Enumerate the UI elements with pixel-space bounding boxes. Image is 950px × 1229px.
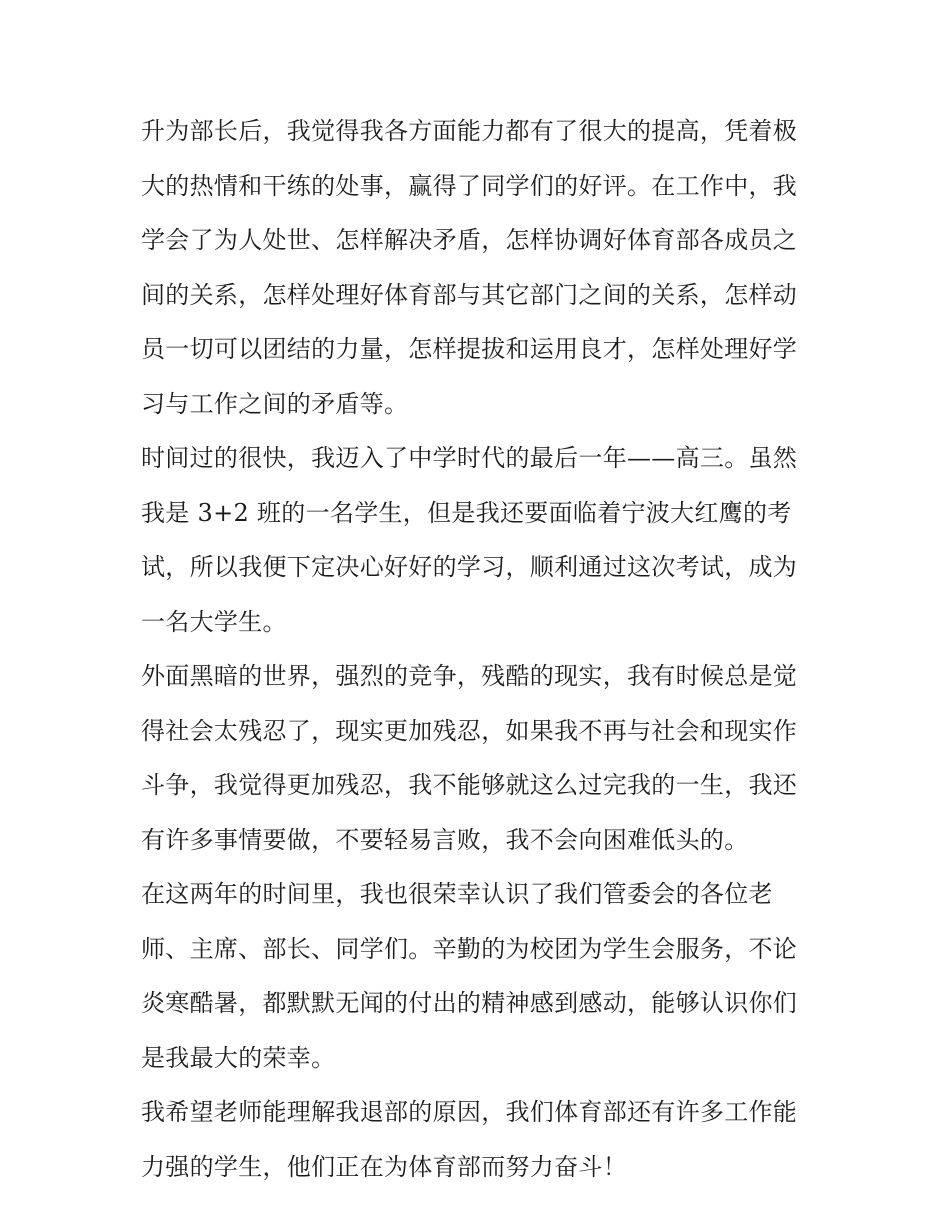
text-line: 师、主席、部长、同学们。辛勤的为校团为学生会服务，不论 <box>141 934 798 963</box>
text-line: 有许多事情要做，不要轻易言败，我不会向困难低头的。 <box>141 825 749 854</box>
text-line: 一名大学生。 <box>141 607 287 636</box>
paragraph-5 <box>141 1085 813 1194</box>
paragraph-4 <box>141 867 813 1085</box>
text-line: 试，所以我便下定决心好好的学习，顺利通过这次考试，成为 <box>141 553 798 581</box>
text-line: 是我最大的荣幸。 <box>141 1043 336 1072</box>
document-body <box>141 104 813 1194</box>
text-line: 升为部长后，我觉得我各方面能力都有了很大的提高，凭着极 <box>141 117 798 145</box>
text-line: 力强的学生，他们正在为体育部而努力奋斗！ <box>141 1152 627 1181</box>
text-line: 得社会太残忍了，现实更加残忍，如果我不再与社会和现实作 <box>141 716 798 745</box>
text-line: 在这两年的时间里，我也很荣幸认识了我们管委会的各位老 <box>141 880 773 908</box>
text-line: 我希望老师能理解我退部的原因，我们体育部还有许多工作能 <box>141 1098 798 1126</box>
text-line: 学会了为人处世、怎样解决矛盾，怎样协调好体育部各成员之 <box>141 226 798 254</box>
text-line: 大的热情和干练的处事，赢得了同学们的好评。在工作中，我 <box>141 171 798 200</box>
text-line: 间的关系，怎样处理好体育部与其它部门之间的关系，怎样动 <box>141 280 798 309</box>
paragraph-3 <box>141 649 813 867</box>
text-line: 员一切可以团结的力量，怎样提拔和运用良才，怎样处理好学 <box>141 335 798 363</box>
paragraph-2 <box>141 431 813 649</box>
text-line: 时间过的很快，我迈入了中学时代的最后一年——高三。虽然 <box>141 444 798 472</box>
text-line: 习与工作之间的矛盾等。 <box>141 389 409 418</box>
text-line: 我是 3+2 班的一名学生，但是我还要面临着宁波大红鹰的考 <box>141 498 792 527</box>
text-line: 炎寒酷暑，都默默无闻的付出的精神感到感动，能够认识你们 <box>141 989 798 1017</box>
text-line: 外面黑暗的世界，强烈的竞争，残酷的现实，我有时候总是觉 <box>141 662 798 690</box>
text-line: 斗争，我觉得更加残忍，我不能够就这么过完我的一生，我还 <box>141 771 798 799</box>
paragraph-1 <box>141 104 813 431</box>
